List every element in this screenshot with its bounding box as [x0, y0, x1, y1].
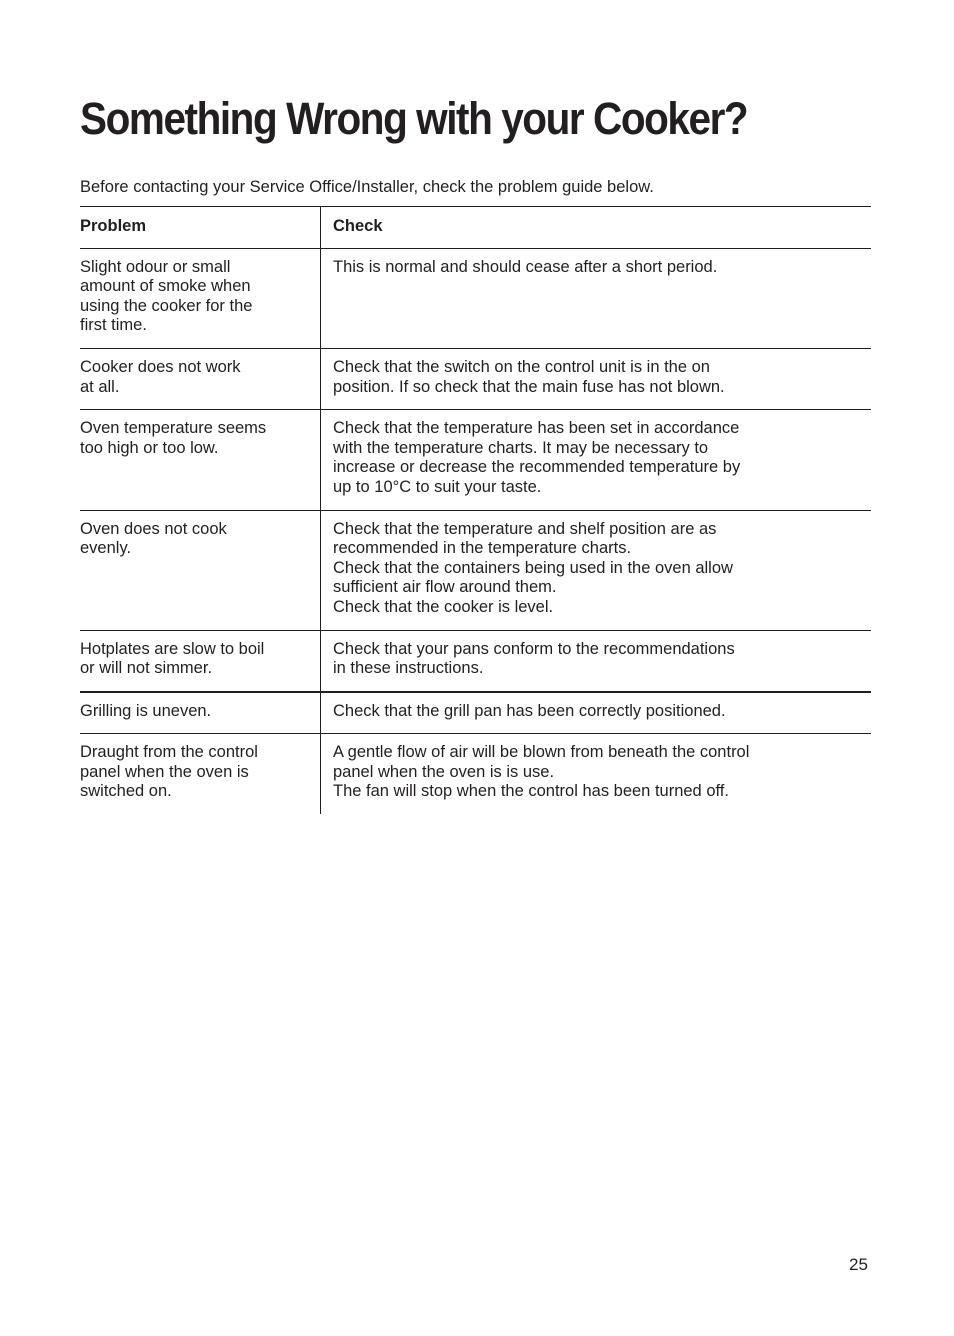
check-text-line: position. If so check that the main fuse has not blown. [333, 377, 725, 396]
problem-text-line: Draught from the control [80, 743, 258, 762]
check-cell [321, 410, 871, 509]
problem-text-line: at all. [80, 377, 120, 396]
check-text-line: in these instructions. [333, 659, 484, 678]
table-row [80, 693, 871, 735]
problem-cell [80, 734, 321, 814]
check-text-line: Check that the grill pan has been correctly positioned. [333, 701, 726, 720]
check-text-line: sufficient air flow around them. [333, 578, 557, 597]
table-row [80, 511, 871, 631]
problem-cell [80, 631, 321, 691]
check-cell [321, 631, 871, 691]
problem-cell [80, 349, 321, 409]
check-cell [321, 693, 871, 734]
check-text-line: with the temperature charts. It may be necessary to [333, 438, 709, 457]
check-text-line: Check that the switch on the control unit is in the on [333, 357, 710, 376]
check-text-line: increase or decrease the recommended temperature by [333, 458, 741, 477]
check-text-line: Check that the temperature and shelf position are as [333, 519, 717, 538]
problem-text-line: or will not simmer. [80, 659, 213, 678]
check-text-line: panel when the oven is is use. [333, 762, 555, 781]
problem-cell [80, 410, 321, 509]
problem-text-line: amount of smoke when [80, 277, 251, 296]
problem-text-line: Oven temperature seems [80, 419, 267, 438]
check-cell [321, 249, 871, 348]
check-cell [321, 734, 871, 814]
page-number: 25 [849, 1255, 868, 1274]
check-text-line: A gentle flow of air will be blown from beneath the control [333, 743, 750, 762]
check-text-line: Check that the containers being used in the oven allow [333, 558, 733, 577]
check-text-line: The fan will stop when the control has been turned off. [333, 782, 729, 801]
problem-text-line: evenly. [80, 539, 132, 558]
problem-guide-table [80, 206, 871, 814]
check-text-line: Check that the temperature has been set in accordance [333, 419, 740, 438]
intro-text: Before contacting your Service Office/Installer, check the problem guide below. [80, 178, 654, 196]
problem-text-line: using the cooker for the [80, 296, 253, 315]
problem-text-line: Grilling is uneven. [80, 701, 212, 720]
problem-cell [80, 511, 321, 630]
check-text-line: This is normal and should cease after a short period. [333, 257, 718, 276]
page-title: Something Wrong with your Cooker? [80, 93, 748, 144]
table-header-row [80, 207, 871, 249]
problem-text-line: Hotplates are slow to boil [80, 639, 265, 658]
table-row [80, 631, 871, 693]
check-cell [321, 349, 871, 409]
check-text-line: Check that your pans conform to the recommendations [333, 639, 735, 658]
table-row [80, 410, 871, 510]
problem-text-line: Cooker does not work [80, 357, 241, 376]
table-row [80, 734, 871, 814]
problem-cell [80, 249, 321, 348]
problem-column-header: Problem [80, 207, 321, 248]
table-row [80, 249, 871, 349]
problem-text-line: first time. [80, 316, 147, 335]
problem-text-line: Oven does not cook [80, 519, 227, 538]
check-text-line: up to 10°C to suit your taste. [333, 477, 542, 496]
problem-text-line: too high or too low. [80, 438, 219, 457]
table-row [80, 349, 871, 410]
problem-cell [80, 693, 321, 734]
check-cell [321, 511, 871, 630]
check-column-header: Check [333, 217, 383, 235]
problem-text-line: panel when the oven is [80, 762, 249, 781]
check-text-line: Check that the cooker is level. [333, 597, 554, 616]
problem-text-line: Slight odour or small [80, 257, 231, 276]
check-text-line: recommended in the temperature charts. [333, 539, 632, 558]
problem-text-line: switched on. [80, 782, 172, 801]
